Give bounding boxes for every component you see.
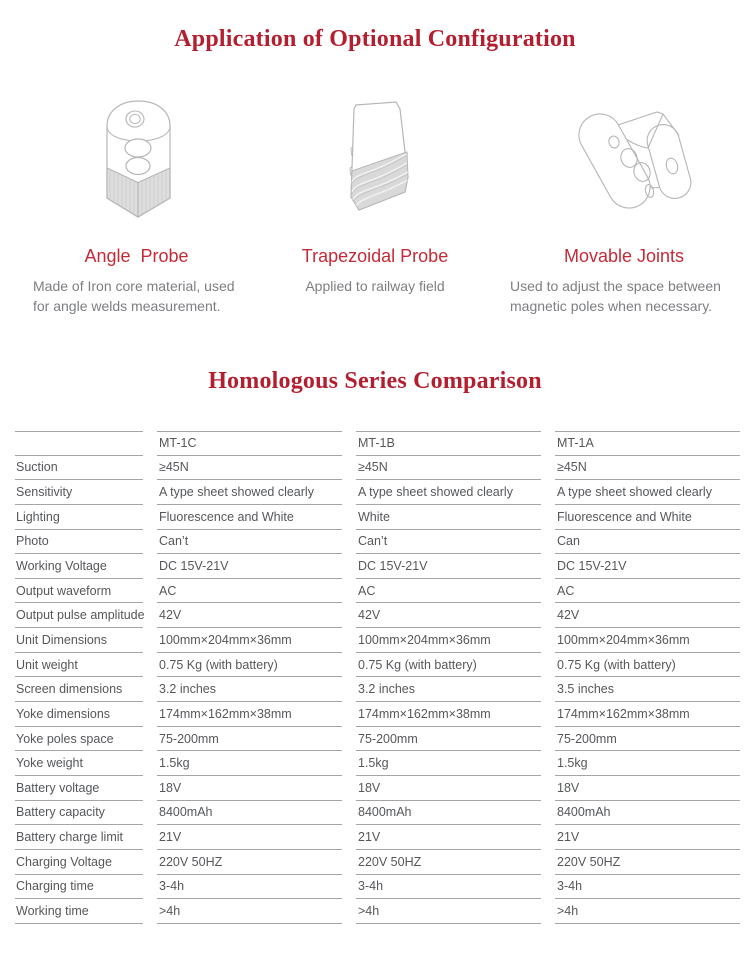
row-value-cell: AC bbox=[157, 579, 342, 604]
row-label-cell: Screen dimensions bbox=[15, 677, 143, 702]
row-value-cell: 21V bbox=[157, 825, 342, 850]
movable-joints-name: Movable Joints bbox=[563, 246, 685, 266]
row-value-cell: >4h bbox=[555, 899, 740, 924]
row-value-cell: 3.5 inches bbox=[555, 677, 740, 702]
row-value-cell: 75-200mm bbox=[356, 727, 541, 752]
row-value-cell: >4h bbox=[157, 899, 342, 924]
row-value-cell: 18V bbox=[356, 776, 541, 801]
row-value-cell: 42V bbox=[356, 603, 541, 628]
row-value-cell: 1.5kg bbox=[555, 751, 740, 776]
row-value-cell: 100mm×204mm×36mm bbox=[555, 628, 740, 653]
row-value-cell: ≥45N bbox=[555, 456, 740, 481]
row-value-cell: Fluorescence and White bbox=[157, 505, 342, 530]
row-value-cell: DC 15V-21V bbox=[356, 554, 541, 579]
row-value-cell: 8400mAh bbox=[356, 801, 541, 826]
movable-joints-figure bbox=[510, 95, 738, 221]
row-value-cell: White bbox=[356, 505, 541, 530]
row-value-cell: ≥45N bbox=[356, 456, 541, 481]
row-label-cell: Working Voltage bbox=[15, 554, 143, 579]
row-value-cell: 21V bbox=[555, 825, 740, 850]
row-value-cell: 42V bbox=[157, 603, 342, 628]
movable-joints-drawing bbox=[553, 95, 695, 210]
row-value-cell: 100mm×204mm×36mm bbox=[157, 628, 342, 653]
column-header-mt-1b: MT-1B bbox=[356, 431, 541, 456]
row-value-cell: Fluorescence and White bbox=[555, 505, 740, 530]
row-value-cell: 8400mAh bbox=[157, 801, 342, 826]
column-header-attribute bbox=[15, 431, 143, 456]
row-value-cell: A type sheet showed clearly bbox=[555, 480, 740, 505]
row-value-cell: 21V bbox=[356, 825, 541, 850]
row-value-cell: 220V 50HZ bbox=[157, 850, 342, 875]
section-title-comparison: Homologous Series Comparison bbox=[208, 368, 542, 394]
row-value-cell: 18V bbox=[157, 776, 342, 801]
row-value-cell: Can’t bbox=[157, 530, 342, 555]
row-label-cell: Yoke weight bbox=[15, 751, 143, 776]
row-value-cell: A type sheet showed clearly bbox=[356, 480, 541, 505]
row-label-cell: Photo bbox=[15, 530, 143, 555]
comparison-table bbox=[15, 431, 740, 924]
row-value-cell: 1.5kg bbox=[157, 751, 342, 776]
row-value-cell: 3-4h bbox=[555, 875, 740, 900]
row-value-cell: 100mm×204mm×36mm bbox=[356, 628, 541, 653]
trapezoidal-probe-description: Applied to railway field bbox=[305, 278, 445, 294]
angle-probe-description: Made of Iron core material, used for angle welds measurement. bbox=[33, 278, 235, 314]
row-value-cell: AC bbox=[356, 579, 541, 604]
row-label-cell: Battery voltage bbox=[15, 776, 143, 801]
row-value-cell: 3.2 inches bbox=[157, 677, 342, 702]
row-value-cell: DC 15V-21V bbox=[555, 554, 740, 579]
row-label-cell: Suction bbox=[15, 456, 143, 481]
row-label-cell: Yoke dimensions bbox=[15, 702, 143, 727]
row-value-cell: ≥45N bbox=[157, 456, 342, 481]
row-value-cell: 0.75 Kg (with battery) bbox=[356, 653, 541, 678]
product-angle-probe bbox=[33, 95, 240, 316]
row-value-cell: 42V bbox=[555, 603, 740, 628]
row-label-cell: Yoke poles space bbox=[15, 727, 143, 752]
row-value-cell: 3-4h bbox=[356, 875, 541, 900]
row-value-cell: 3-4h bbox=[157, 875, 342, 900]
row-label-cell: Output pulse amplitude bbox=[15, 603, 143, 628]
row-value-cell: >4h bbox=[356, 899, 541, 924]
angle-probe-drawing bbox=[102, 95, 172, 221]
row-value-cell: AC bbox=[555, 579, 740, 604]
row-label-cell: Sensitivity bbox=[15, 480, 143, 505]
row-label-cell: Charging time bbox=[15, 875, 143, 900]
column-header-mt-1a: MT-1A bbox=[555, 431, 740, 456]
row-value-cell: 8400mAh bbox=[555, 801, 740, 826]
row-value-cell: Can’t bbox=[356, 530, 541, 555]
trapezoidal-probe-figure bbox=[301, 95, 449, 221]
column-header-mt-1c: MT-1C bbox=[157, 431, 342, 456]
trapezoidal-probe-drawing bbox=[339, 97, 411, 217]
bottom-whitespace bbox=[0, 924, 750, 956]
row-value-cell: DC 15V-21V bbox=[157, 554, 342, 579]
row-label-cell: Lighting bbox=[15, 505, 143, 530]
movable-joints-description: Used to adjust the space between magnetic poles when necessary. bbox=[510, 278, 721, 314]
row-value-cell: 0.75 Kg (with battery) bbox=[555, 653, 740, 678]
angle-probe-figure bbox=[33, 95, 240, 221]
row-label-cell: Working time bbox=[15, 899, 143, 924]
trapezoidal-probe-name: Trapezoidal Probe bbox=[301, 246, 449, 266]
row-value-cell: 220V 50HZ bbox=[555, 850, 740, 875]
row-value-cell: Can bbox=[555, 530, 740, 555]
angle-probe-name: Angle Probe bbox=[84, 246, 189, 266]
row-value-cell: 3.2 inches bbox=[356, 677, 541, 702]
row-value-cell: 174mm×162mm×38mm bbox=[157, 702, 342, 727]
products-row bbox=[0, 95, 750, 316]
row-label-cell: Unit weight bbox=[15, 653, 143, 678]
row-value-cell: 174mm×162mm×38mm bbox=[356, 702, 541, 727]
row-label-cell: Charging Voltage bbox=[15, 850, 143, 875]
row-label-cell: Battery capacity bbox=[15, 801, 143, 826]
section-title-optional-configuration: Application of Optional Configuration bbox=[174, 26, 576, 52]
row-label-cell: Output waveform bbox=[15, 579, 143, 604]
row-label-cell: Unit Dimensions bbox=[15, 628, 143, 653]
row-value-cell: 0.75 Kg (with battery) bbox=[157, 653, 342, 678]
row-value-cell: 75-200mm bbox=[157, 727, 342, 752]
row-label-cell: Battery charge limit bbox=[15, 825, 143, 850]
row-value-cell: A type sheet showed clearly bbox=[157, 480, 342, 505]
row-value-cell: 75-200mm bbox=[555, 727, 740, 752]
product-trapezoidal-probe bbox=[301, 95, 449, 316]
row-value-cell: 18V bbox=[555, 776, 740, 801]
row-value-cell: 174mm×162mm×38mm bbox=[555, 702, 740, 727]
row-value-cell: 220V 50HZ bbox=[356, 850, 541, 875]
product-movable-joints bbox=[510, 95, 738, 316]
row-value-cell: 1.5kg bbox=[356, 751, 541, 776]
